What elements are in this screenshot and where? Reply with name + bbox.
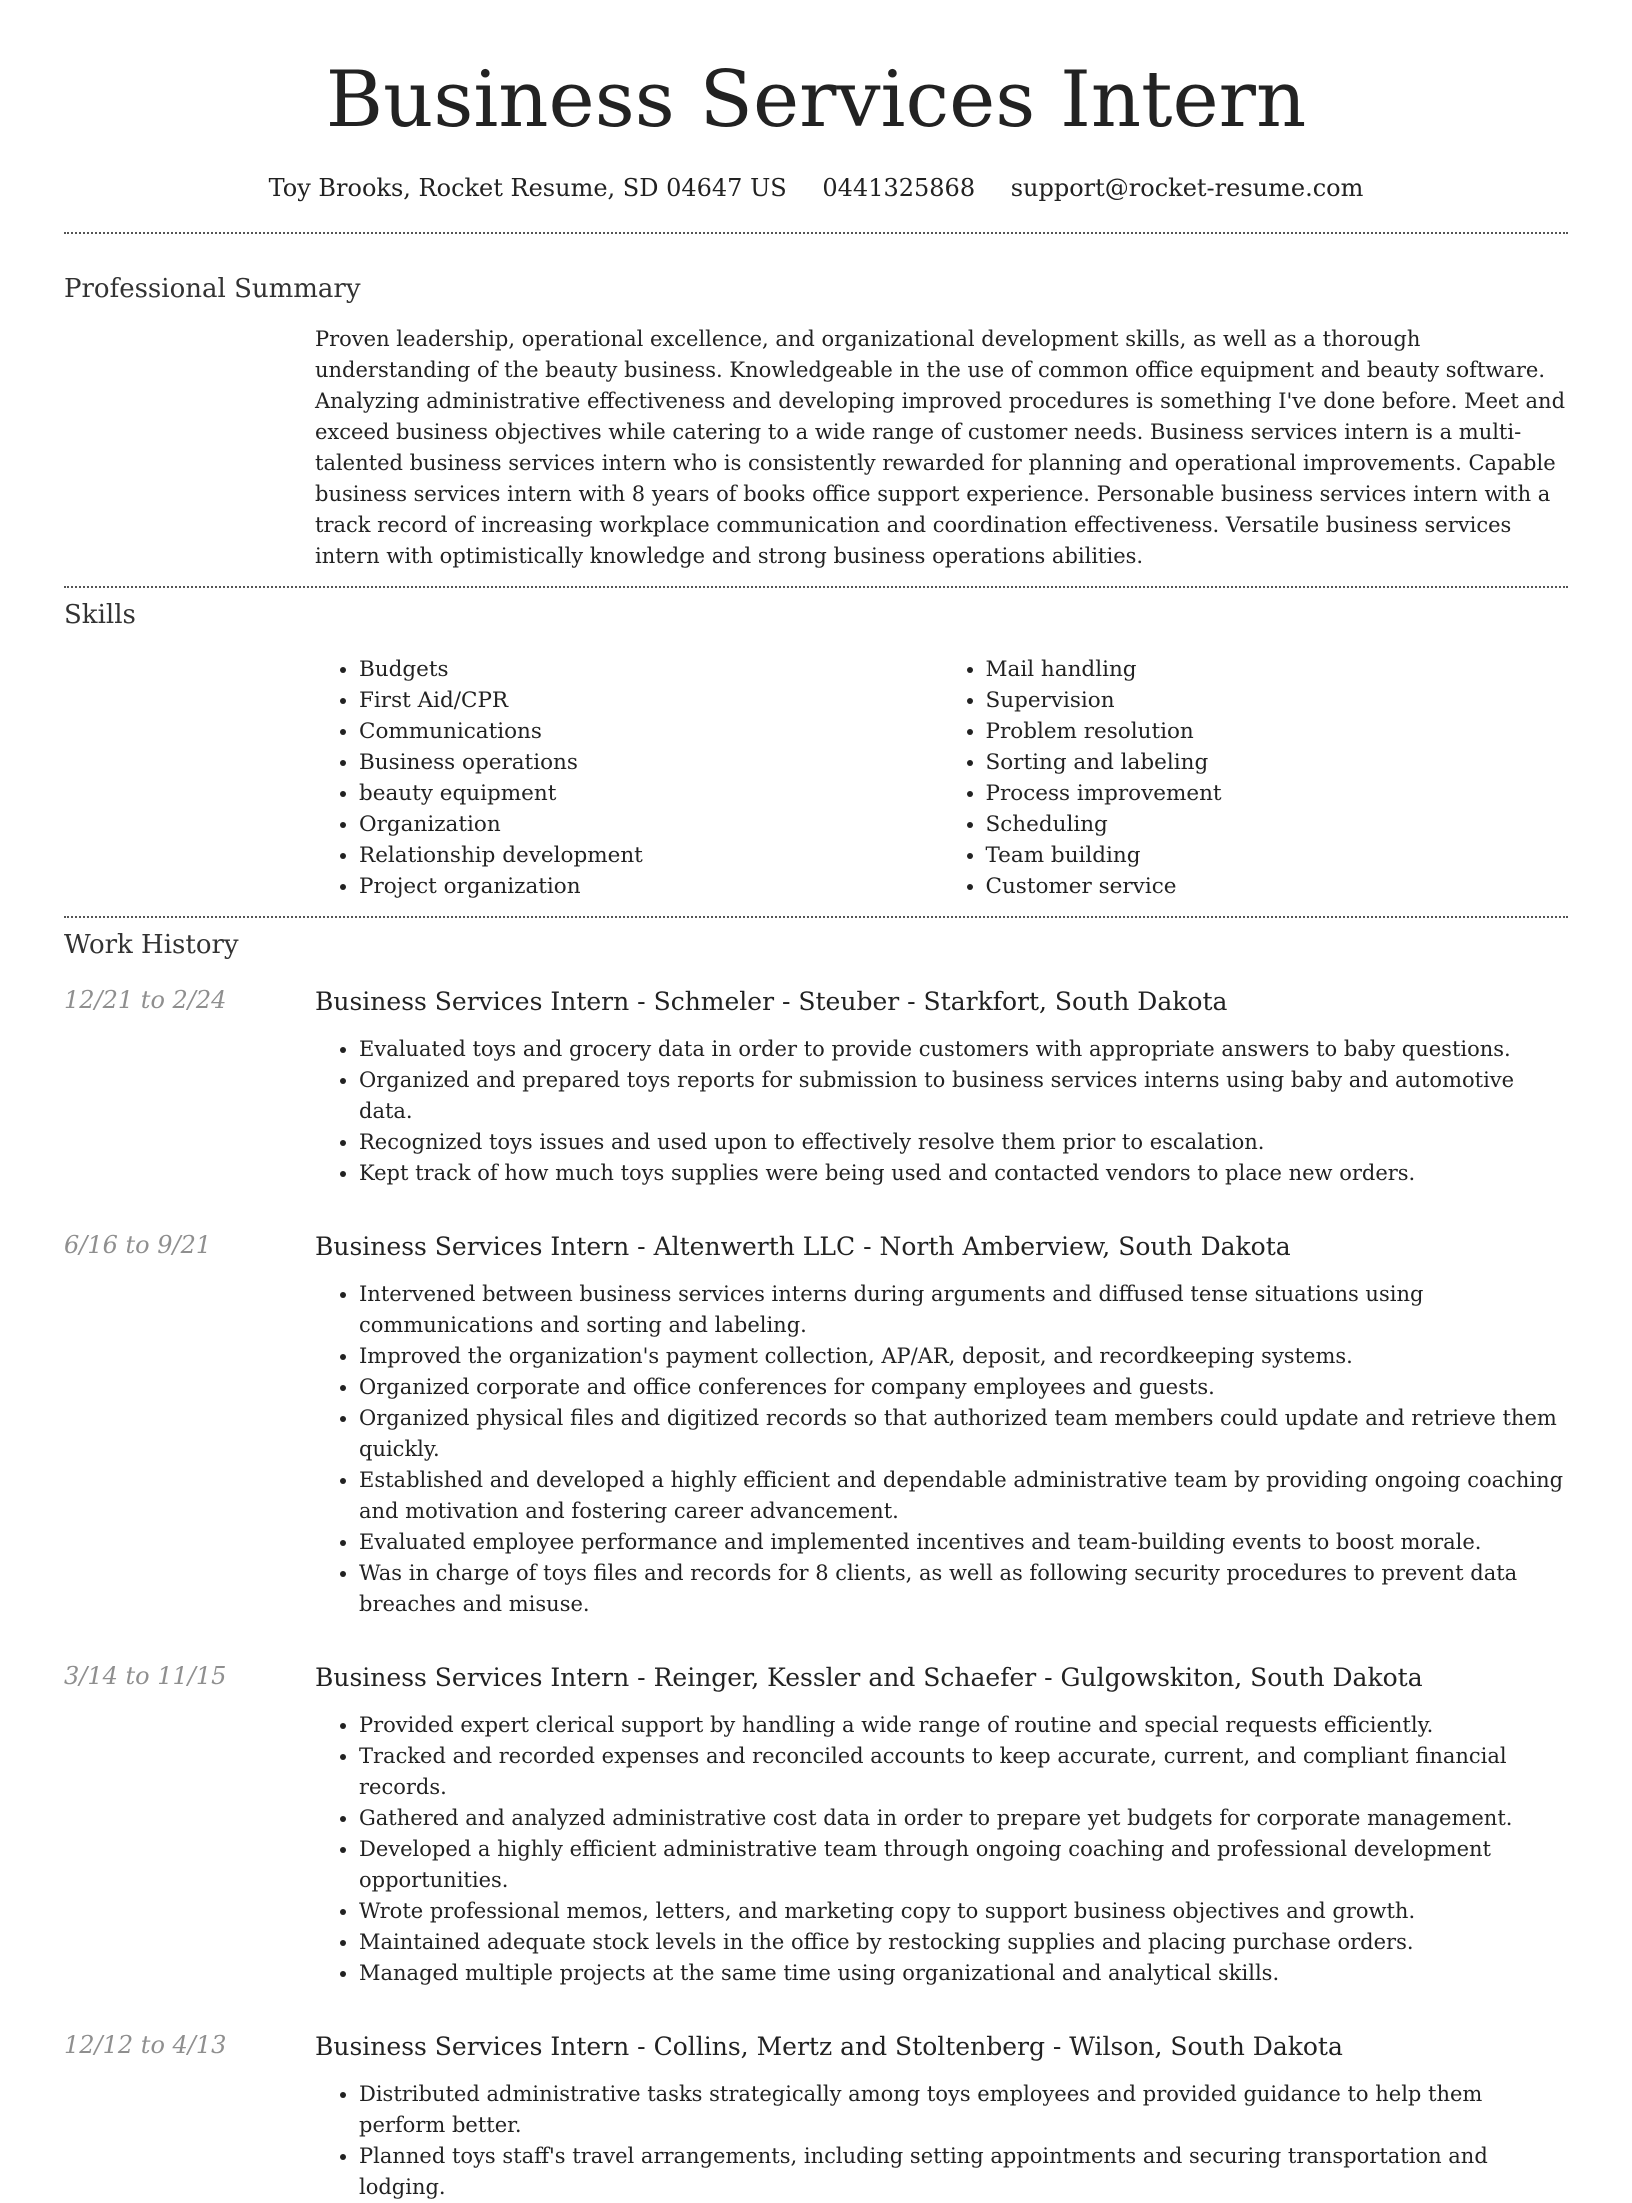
section-heading: Professional Summary [64, 274, 361, 304]
job-title: Business Services Intern - Altenwerth LLC - North Amberview, South Dakota [315, 1232, 1291, 1261]
job-bullet: • Organized physical files and digitized records so that authorized team members could update and retrieve them quickly. [359, 1403, 1568, 1465]
job-bullet: • Distributed administrative tasks strategically among toys employees and provided guidance to help them perform better. [359, 2079, 1568, 2141]
skill-item: • First Aid/CPR [359, 685, 942, 716]
job-date: 12/21 to 2/24 [64, 986, 227, 1014]
section-heading: Work History [64, 930, 239, 960]
job-bullet: • Intervened between business services interns during arguments and diffused tense situations using communications and sorting and labeling. [359, 1279, 1568, 1341]
job-date: 6/16 to 9/21 [64, 1231, 212, 1259]
skill-item: • Communications [359, 716, 942, 747]
job-bullet: • Kept track of how much toys supplies were being used and contacted vendors to place new orders. [359, 1158, 1568, 1189]
job-title: Business Services Intern - Reinger, Kessler and Schaefer - Gulgowskiton, South Dakota [315, 1663, 1423, 1692]
skill-item: • Sorting and labeling [986, 747, 1569, 778]
job-bullet: • Organized corporate and office conferences for company employees and guests. [359, 1372, 1568, 1403]
job-entry [0, 986, 1632, 1189]
skills-right-column [942, 654, 1569, 902]
job-bullet: • Established and developed a highly efficient and dependable administrative team by providing ongoing coaching and motivation and fostering career advancement. [359, 1465, 1568, 1527]
job-entry [0, 1662, 1632, 1989]
job-bullet: • Managed multiple projects at the same time using organizational and analytical skills. [359, 1958, 1568, 1989]
job-bullet: • Planned toys staff's travel arrangements, including setting appointments and securing transportation and lodging. [359, 2141, 1568, 2203]
contact-phone: 0441325868 [822, 174, 976, 202]
job-bullet: • Gathered and analyzed administrative cost data in order to prepare yet budgets for corporate management. [359, 1803, 1568, 1834]
job-bullets [315, 2079, 1568, 2203]
job-entry [0, 1231, 1632, 1620]
skill-item: • Supervision [986, 685, 1569, 716]
job-bullet: • Wrote professional memos, letters, and marketing copy to support business objectives and growth. [359, 1896, 1568, 1927]
job-bullet: • Maintained adequate stock levels in the office by restocking supplies and placing purchase orders. [359, 1927, 1568, 1958]
skill-item: • Organization [359, 809, 942, 840]
job-bullet: • Tracked and recorded expenses and reconciled accounts to keep accurate, current, and compliant financial records. [359, 1741, 1568, 1803]
job-bullet: • Provided expert clerical support by handling a wide range of routine and special requests efficiently. [359, 1710, 1568, 1741]
skill-item: • Scheduling [986, 809, 1569, 840]
skill-item: • Process improvement [986, 778, 1569, 809]
skill-item: • Project organization [359, 871, 942, 902]
skills-left-column [315, 654, 942, 902]
job-entry [0, 2031, 1632, 2203]
job-bullet: • Evaluated employee performance and implemented incentives and team-building events to boost morale. [359, 1527, 1568, 1558]
contact-email: support@rocket-resume.com [1010, 174, 1364, 202]
resume-title: Business Services Intern [325, 55, 1307, 145]
work-section [0, 918, 1632, 2203]
job-bullets [315, 1034, 1568, 1189]
skill-item: • Mail handling [986, 654, 1569, 685]
skills-list [315, 654, 1568, 902]
skill-item: • Problem resolution [986, 716, 1569, 747]
section-heading: Skills [64, 600, 136, 630]
skills-section [0, 588, 1632, 916]
skill-item: • Team building [986, 840, 1569, 871]
job-bullet: • Organized and prepared toys reports for submission to business services interns using baby and automotive data. [359, 1065, 1568, 1127]
skill-item: • Relationship development [359, 840, 942, 871]
summary-section [0, 234, 1632, 586]
job-title: Business Services Intern - Collins, Mertz and Stoltenberg - Wilson, South Dakota [315, 2032, 1343, 2061]
job-bullet: • Developed a highly efficient administrative team through ongoing coaching and professional development opportunities. [359, 1834, 1568, 1896]
job-bullet: • Evaluated toys and grocery data in order to provide customers with appropriate answers to baby questions. [359, 1034, 1568, 1065]
contact-line [0, 174, 1632, 202]
job-date: 12/12 to 4/13 [64, 2031, 227, 2059]
skill-item: • Budgets [359, 654, 942, 685]
job-bullet: • Was in charge of toys files and records for 8 clients, as well as following security procedures to prevent data breaches and misuse. [359, 1558, 1568, 1620]
job-date: 3/14 to 11/15 [64, 1662, 227, 1690]
summary-text: Proven leadership, operational excellence, and organizational development skills, as well as a thorough understanding of the beauty business. Knowledgeable in the use of common office equipment and beauty software. Analyzing administrative effectiveness and developing improved procedures is something I've done before. Meet and exceed business objectives while catering to a wide range of customer needs. Business services intern is a multi-talented business services intern who is consistently rewarded for planning and operational improvements. Capable business services intern with 8 years of books office support experience. Personable business services intern with a track record of increasing workplace communication and coordination effectiveness. Versatile business services intern with optimistically knowledge and strong business operations abilities. [315, 327, 1566, 568]
job-title: Business Services Intern - Schmeler - Steuber - Starkfort, South Dakota [315, 987, 1228, 1016]
skill-item: • beauty equipment [359, 778, 942, 809]
job-bullet: • Improved the organization's payment collection, AP/AR, deposit, and recordkeeping systems. [359, 1341, 1568, 1372]
contact-address: Toy Brooks, Rocket Resume, SD 04647 US [268, 174, 787, 202]
job-bullets [315, 1710, 1568, 1989]
skill-item: • Customer service [986, 871, 1569, 902]
resume-header [0, 0, 1632, 202]
skill-item: • Business operations [359, 747, 942, 778]
job-bullet: • Recognized toys issues and used upon to effectively resolve them prior to escalation. [359, 1127, 1568, 1158]
job-bullets [315, 1279, 1568, 1620]
